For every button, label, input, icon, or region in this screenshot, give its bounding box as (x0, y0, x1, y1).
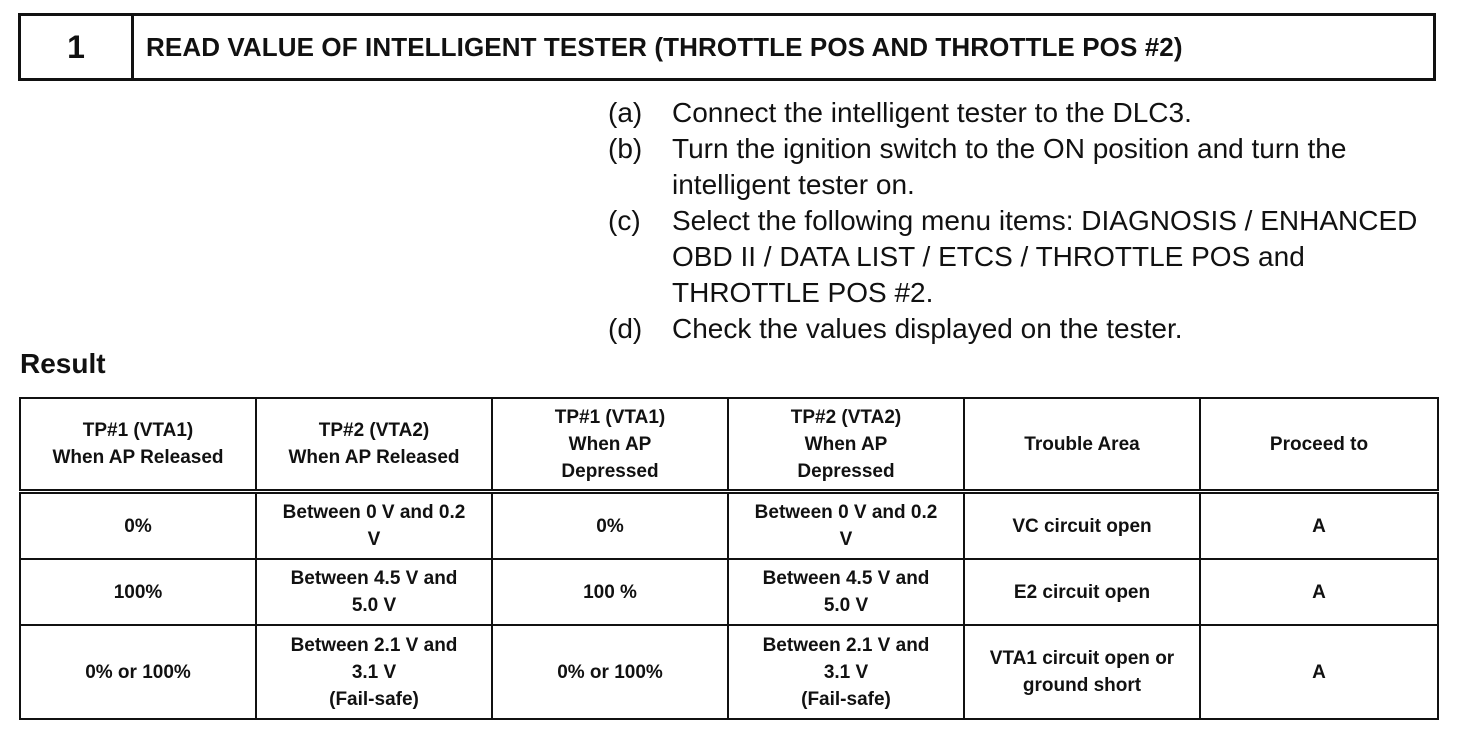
cell-line: Between 0 V and 0.2 (282, 502, 466, 523)
header-line: Depressed (561, 460, 659, 482)
cell-tp1-released (20, 625, 256, 719)
cell-line: VC circuit open (1012, 515, 1152, 537)
cell-line: (Fail-safe) (329, 688, 419, 710)
cell-proceed-to (1200, 492, 1438, 560)
cell-tp2-depressed (728, 559, 964, 625)
table-row (20, 492, 1438, 560)
cell-tp1-released (20, 492, 256, 560)
cell-tp1-depressed (492, 625, 728, 719)
instruction-item (608, 95, 1438, 131)
instruction-text: Check the values displayed on the tester. (672, 313, 1183, 344)
header-line: TP#1 (VTA1) (554, 406, 666, 428)
cell-tp2-depressed (728, 492, 964, 560)
header-line: TP#2 (VTA2) (318, 420, 430, 441)
header-trouble-area (964, 398, 1200, 492)
header-line: When AP (568, 433, 652, 455)
cell-line: V (367, 529, 381, 550)
result-heading: Result (20, 348, 106, 379)
cell-line: A (1312, 661, 1326, 683)
cell-line: Between 2.1 V and (290, 634, 458, 656)
header-tp2-depressed (728, 398, 964, 492)
cell-tp1-depressed (492, 559, 728, 625)
cell-tp2-depressed (728, 625, 964, 719)
header-line: Depressed (797, 460, 895, 482)
cell-line: E2 circuit open (1013, 581, 1151, 603)
instruction-text: Turn the ignition switch to the ON position and turn the intelligent tester on. (672, 133, 1347, 200)
cell-line: 0% (596, 515, 624, 537)
header-proceed-to (1200, 398, 1438, 492)
cell-line: Between 4.5 V and (290, 568, 458, 589)
cell-line: 0% or 100% (557, 661, 663, 683)
cell-proceed-to (1200, 625, 1438, 719)
header-line: TP#1 (VTA1) (82, 420, 194, 441)
cell-proceed-to (1200, 559, 1438, 625)
table-header-row (20, 398, 1438, 492)
step-number: 1 (21, 16, 134, 78)
instruction-item (608, 311, 1438, 347)
cell-line: Between 0 V and 0.2 (754, 502, 938, 523)
cell-tp1-released (20, 559, 256, 625)
cell-line: V (839, 529, 853, 550)
instruction-letter: (a) (608, 97, 643, 128)
cell-tp1-depressed (492, 492, 728, 560)
cell-line: ground short (1022, 675, 1142, 696)
instruction-text: Connect the intelligent tester to the DLC3. (672, 97, 1192, 128)
cell-trouble-area (964, 625, 1200, 719)
instruction-list (608, 95, 1438, 347)
cell-line: 100% (113, 581, 163, 603)
cell-line: A (1312, 581, 1326, 603)
cell-line: VTA1 circuit open or (989, 648, 1175, 669)
cell-tp2-released (256, 492, 492, 560)
header-line: Trouble Area (1024, 433, 1140, 455)
cell-line: 100 % (583, 581, 637, 603)
instruction-letter: (c) (608, 205, 641, 236)
step-title: READ VALUE OF INTELLIGENT TESTER (THROTTLE POS AND THROTTLE POS #2) (146, 31, 1183, 62)
step-header (18, 13, 1436, 81)
header-tp2-released (256, 398, 492, 492)
header-line: When AP (804, 433, 888, 455)
cell-line: 3.1 V (351, 661, 397, 683)
instruction-item (608, 131, 1438, 203)
header-line: Proceed to (1269, 433, 1369, 455)
cell-line: 5.0 V (351, 595, 397, 616)
header-line: When AP Released (288, 447, 460, 468)
cell-trouble-area (964, 559, 1200, 625)
header-tp1-released (20, 398, 256, 492)
cell-tp2-released (256, 559, 492, 625)
table-row (20, 625, 1438, 719)
instruction-letter: (b) (608, 133, 643, 164)
cell-line: 0% (124, 515, 152, 537)
cell-line: (Fail-safe) (801, 688, 891, 710)
cell-line: Between 4.5 V and (762, 568, 930, 589)
instruction-letter: (d) (608, 313, 643, 344)
table-row (20, 559, 1438, 625)
cell-trouble-area (964, 492, 1200, 560)
cell-line: 0% or 100% (85, 661, 191, 683)
cell-line: 3.1 V (823, 661, 869, 683)
cell-line: 5.0 V (823, 595, 869, 616)
cell-tp2-released (256, 625, 492, 719)
header-tp1-depressed (492, 398, 728, 492)
result-table (19, 397, 1439, 720)
header-line: When AP Released (52, 447, 224, 468)
header-line: TP#2 (VTA2) (790, 406, 902, 428)
cell-line: Between 2.1 V and (762, 634, 930, 656)
cell-line: A (1312, 515, 1326, 537)
instruction-item (608, 203, 1438, 311)
instruction-text: Select the following menu items: DIAGNOSIS / ENHANCED OBD II / DATA LIST / ETCS / THROTTLE POS and THROTTLE POS #2. (672, 205, 1418, 308)
